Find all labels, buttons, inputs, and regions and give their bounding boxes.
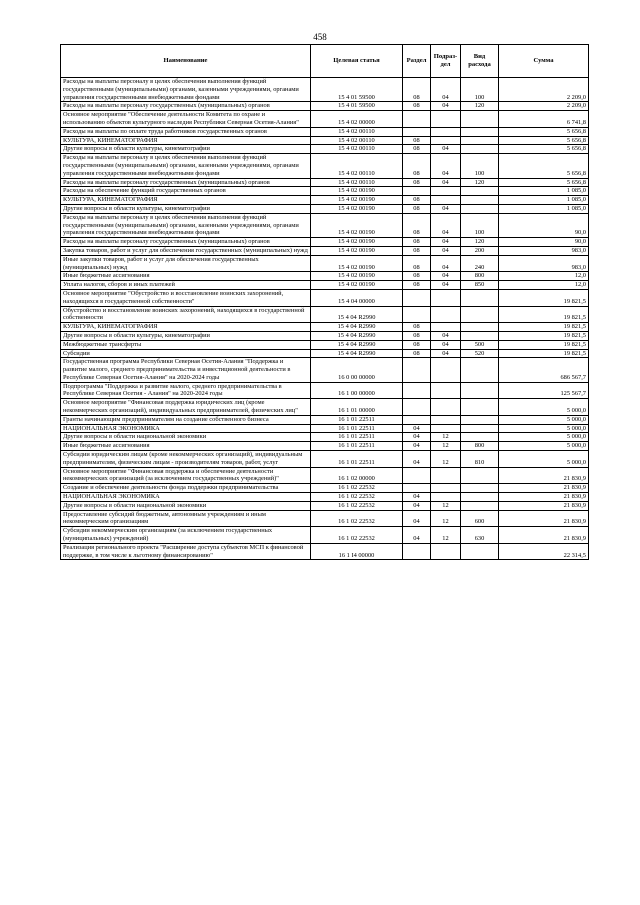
table-row — [61, 358, 589, 382]
row-sum-cell: 12,0 — [499, 281, 589, 290]
row-subsection-cell — [431, 399, 461, 416]
row-subsection-cell — [431, 306, 461, 323]
row-name-cell: Другие вопросы в области национальной экономики — [61, 501, 311, 510]
header-target-article: Целевая статья — [311, 45, 403, 78]
row-name-cell: Расходы на выплаты персоналу в целях обеспечения выполнения функций государственными (муниципальными) органами, казенными учреждениями, органами управления государственными внебюджетными фондами — [61, 154, 311, 178]
row-subsection-cell — [431, 493, 461, 502]
row-sum-cell: 5 000,0 — [499, 399, 589, 416]
row-name-cell: Иные закупки товаров, работ и услуг для обеспечения государственных (муниципальных) нужд — [61, 255, 311, 272]
row-subsection-cell — [431, 415, 461, 424]
row-name-cell: Другие вопросы в области культуры, кинематографии — [61, 331, 311, 340]
row-sum-cell: 21 830,9 — [499, 501, 589, 510]
row-name-cell: Субсидии — [61, 349, 311, 358]
table-row — [61, 382, 589, 399]
table-header-row — [61, 45, 589, 78]
row-target-cell: 15 4 02 00000 — [311, 111, 403, 128]
row-sum-cell: 12,0 — [499, 272, 589, 281]
row-subsection-cell: 04 — [431, 213, 461, 237]
row-subsection-cell: 12 — [431, 501, 461, 510]
header-name: Наименование — [61, 45, 311, 78]
table-row — [61, 78, 589, 102]
row-subsection-cell: 04 — [431, 331, 461, 340]
row-expense-type-cell — [461, 501, 499, 510]
row-subsection-cell: 04 — [431, 78, 461, 102]
row-name-cell: Другие вопросы в области национальной экономики — [61, 433, 311, 442]
row-name-cell: Иные бюджетные ассигнования — [61, 272, 311, 281]
row-name-cell: Субсидии некоммерческим организациям (за исключением государственных (муниципальных) учреждений) — [61, 527, 311, 544]
row-expense-type-cell: 810 — [461, 451, 499, 468]
row-sum-cell: 686 567,7 — [499, 358, 589, 382]
table-row — [61, 501, 589, 510]
row-subsection-cell: 04 — [431, 204, 461, 213]
row-expense-type-cell: 850 — [461, 281, 499, 290]
row-sum-cell: 5 000,0 — [499, 415, 589, 424]
row-subsection-cell — [431, 196, 461, 205]
row-subsection-cell: 12 — [431, 510, 461, 527]
row-section-cell: 08 — [403, 238, 431, 247]
row-target-cell: 15 4 04 R2990 — [311, 340, 403, 349]
row-target-cell: 15 4 04 R2990 — [311, 306, 403, 323]
row-name-cell: Расходы на выплаты по оплате труда работников государственных органов — [61, 127, 311, 136]
row-subsection-cell — [431, 111, 461, 128]
row-sum-cell: 5 000,0 — [499, 451, 589, 468]
table-row — [61, 281, 589, 290]
row-subsection-cell: 04 — [431, 178, 461, 187]
row-name-cell: НАЦИОНАЛЬНАЯ ЭКОНОМИКА — [61, 424, 311, 433]
row-subsection-cell — [431, 187, 461, 196]
row-sum-cell: 2 209,0 — [499, 102, 589, 111]
row-section-cell — [403, 358, 431, 382]
row-target-cell: 15 4 02 00190 — [311, 272, 403, 281]
table-row — [61, 527, 589, 544]
row-name-cell: Другие вопросы в области культуры, кинематографии — [61, 145, 311, 154]
table-row — [61, 238, 589, 247]
row-section-cell: 08 — [403, 340, 431, 349]
row-sum-cell: 2 209,0 — [499, 78, 589, 102]
row-section-cell — [403, 127, 431, 136]
row-target-cell: 15 4 02 00110 — [311, 154, 403, 178]
row-name-cell: Гранты начинающим предпринимателям на создание собственного бизнеса — [61, 415, 311, 424]
row-section-cell: 08 — [403, 145, 431, 154]
row-section-cell: 04 — [403, 501, 431, 510]
row-sum-cell: 19 821,5 — [499, 349, 589, 358]
row-target-cell: 15 4 02 00190 — [311, 238, 403, 247]
row-subsection-cell: 12 — [431, 442, 461, 451]
table-row — [61, 399, 589, 416]
row-section-cell — [403, 399, 431, 416]
row-section-cell: 04 — [403, 451, 431, 468]
row-target-cell: 15 4 02 00110 — [311, 136, 403, 145]
row-target-cell: 16 1 01 22511 — [311, 415, 403, 424]
table-row — [61, 510, 589, 527]
row-name-cell: Основное мероприятие "Обустройство и восстановление воинских захоронений, находящихся в государственной собственности" — [61, 289, 311, 306]
row-name-cell: Расходы на выплаты персоналу в целях обеспечения выполнения функций государственными (муниципальными) органами, казенными учреждениями, органами управления государственными внебюджетными фондами — [61, 213, 311, 237]
row-expense-type-cell — [461, 467, 499, 484]
row-subsection-cell — [431, 484, 461, 493]
row-expense-type-cell: 120 — [461, 102, 499, 111]
row-subsection-cell: 12 — [431, 433, 461, 442]
row-name-cell: Иные бюджетные ассигнования — [61, 442, 311, 451]
table-body — [61, 78, 589, 560]
table-row — [61, 272, 589, 281]
table-row — [61, 484, 589, 493]
row-target-cell: 16 1 I4 00000 — [311, 543, 403, 560]
row-section-cell — [403, 543, 431, 560]
table-row — [61, 145, 589, 154]
row-section-cell: 08 — [403, 136, 431, 145]
row-expense-type-cell — [461, 289, 499, 306]
row-section-cell — [403, 111, 431, 128]
row-name-cell: КУЛЬТУРА, КИНЕМАТОГРАФИЯ — [61, 196, 311, 205]
table-row — [61, 204, 589, 213]
row-target-cell: 15 4 02 00110 — [311, 178, 403, 187]
row-expense-type-cell — [461, 382, 499, 399]
row-expense-type-cell: 200 — [461, 246, 499, 255]
row-target-cell: 16 1 00 00000 — [311, 382, 403, 399]
row-subsection-cell — [431, 543, 461, 560]
row-name-cell: Расходы на выплаты персоналу государственных (муниципальных) органов — [61, 178, 311, 187]
row-subsection-cell — [431, 382, 461, 399]
row-sum-cell: 5 656,8 — [499, 178, 589, 187]
row-section-cell: 04 — [403, 510, 431, 527]
row-name-cell: Расходы на обеспечение функций государственных органов — [61, 187, 311, 196]
table-row — [61, 102, 589, 111]
row-target-cell: 16 1 01 22511 — [311, 451, 403, 468]
row-name-cell: Подпрограмма "Поддержка и развитие малого, среднего предпринимательства в Республике Северная Осетия - Алания" на 2020-2024 годы — [61, 382, 311, 399]
row-expense-type-cell: 100 — [461, 154, 499, 178]
row-name-cell: Другие вопросы в области культуры, кинематографии — [61, 204, 311, 213]
table-row — [61, 331, 589, 340]
row-section-cell: 08 — [403, 196, 431, 205]
row-name-cell: Расходы на выплаты персоналу государственных (муниципальных) органов — [61, 102, 311, 111]
row-sum-cell: 90,0 — [499, 238, 589, 247]
row-name-cell: Создание и обеспечение деятельности фонда поддержки предпринимательства — [61, 484, 311, 493]
row-sum-cell: 5 656,8 — [499, 154, 589, 178]
row-expense-type-cell — [461, 484, 499, 493]
row-target-cell: 16 1 01 00000 — [311, 399, 403, 416]
table-row — [61, 424, 589, 433]
row-section-cell — [403, 306, 431, 323]
row-expense-type-cell: 120 — [461, 238, 499, 247]
row-target-cell: 16 1 02 22532 — [311, 527, 403, 544]
row-section-cell — [403, 187, 431, 196]
row-target-cell: 16 1 01 22511 — [311, 442, 403, 451]
row-target-cell: 16 1 02 22532 — [311, 493, 403, 502]
row-section-cell: 08 — [403, 178, 431, 187]
row-expense-type-cell: 240 — [461, 255, 499, 272]
row-section-cell: 08 — [403, 102, 431, 111]
row-subsection-cell: 12 — [431, 451, 461, 468]
row-target-cell: 15 4 02 00110 — [311, 127, 403, 136]
row-subsection-cell: 04 — [431, 272, 461, 281]
table-row — [61, 323, 589, 332]
row-subsection-cell: 04 — [431, 255, 461, 272]
row-section-cell: 08 — [403, 204, 431, 213]
row-expense-type-cell — [461, 111, 499, 128]
row-sum-cell: 5 656,8 — [499, 145, 589, 154]
table-row — [61, 493, 589, 502]
row-sum-cell: 983,0 — [499, 246, 589, 255]
budget-table — [60, 44, 589, 560]
row-sum-cell: 21 830,9 — [499, 510, 589, 527]
row-sum-cell: 19 821,5 — [499, 331, 589, 340]
table-row — [61, 289, 589, 306]
row-expense-type-cell: 100 — [461, 213, 499, 237]
row-target-cell: 16 1 02 00000 — [311, 467, 403, 484]
table-row — [61, 467, 589, 484]
row-expense-type-cell — [461, 493, 499, 502]
table-row — [61, 415, 589, 424]
row-expense-type-cell — [461, 204, 499, 213]
row-target-cell: 15 4 01 59500 — [311, 102, 403, 111]
table-row — [61, 543, 589, 560]
row-sum-cell: 19 821,5 — [499, 289, 589, 306]
row-target-cell: 15 4 02 00190 — [311, 246, 403, 255]
row-target-cell: 15 4 04 00000 — [311, 289, 403, 306]
table-row — [61, 196, 589, 205]
row-target-cell: 15 4 02 00190 — [311, 281, 403, 290]
row-subsection-cell — [431, 358, 461, 382]
row-target-cell: 15 4 01 59500 — [311, 78, 403, 102]
table-row — [61, 187, 589, 196]
row-section-cell: 08 — [403, 331, 431, 340]
row-subsection-cell — [431, 289, 461, 306]
row-subsection-cell: 04 — [431, 238, 461, 247]
row-target-cell: 16 1 02 22532 — [311, 510, 403, 527]
row-target-cell: 15 4 02 00190 — [311, 204, 403, 213]
row-sum-cell: 21 830,9 — [499, 527, 589, 544]
row-target-cell: 15 4 02 00190 — [311, 187, 403, 196]
row-sum-cell: 21 830,9 — [499, 493, 589, 502]
row-section-cell: 08 — [403, 349, 431, 358]
table-row — [61, 349, 589, 358]
row-sum-cell: 19 821,5 — [499, 340, 589, 349]
header-expense-type: Вид расхода — [461, 45, 499, 78]
table-row — [61, 340, 589, 349]
row-name-cell: КУЛЬТУРА, КИНЕМАТОГРАФИЯ — [61, 323, 311, 332]
row-target-cell: 16 1 01 22511 — [311, 433, 403, 442]
row-sum-cell: 6 741,8 — [499, 111, 589, 128]
row-sum-cell: 21 830,9 — [499, 467, 589, 484]
row-name-cell: НАЦИОНАЛЬНАЯ ЭКОНОМИКА — [61, 493, 311, 502]
row-sum-cell: 5 656,8 — [499, 136, 589, 145]
row-name-cell: Основное мероприятие "Финансовая поддержка юридических лиц (кроме некоммерческих организаций), индивидуальных предпринимателей, физических лиц" — [61, 399, 311, 416]
row-section-cell — [403, 289, 431, 306]
row-section-cell: 08 — [403, 78, 431, 102]
row-sum-cell: 19 821,5 — [499, 306, 589, 323]
row-section-cell — [403, 484, 431, 493]
row-subsection-cell: 04 — [431, 145, 461, 154]
row-expense-type-cell — [461, 136, 499, 145]
row-sum-cell: 983,0 — [499, 255, 589, 272]
row-name-cell: Субсидии юридическим лицам (кроме некоммерческих организаций), индивидуальным предпринимателям, физическим лицам - производителям товаров, работ, услуг — [61, 451, 311, 468]
row-target-cell: 15 4 02 00190 — [311, 196, 403, 205]
row-target-cell: 15 4 04 R2990 — [311, 331, 403, 340]
row-sum-cell: 5 000,0 — [499, 433, 589, 442]
table-row — [61, 154, 589, 178]
row-subsection-cell: 12 — [431, 527, 461, 544]
table-row — [61, 246, 589, 255]
row-section-cell: 08 — [403, 323, 431, 332]
row-name-cell: Государственная программа Республики Северная Осетия-Алания "Поддержка и развитие малого, среднего предпринимательства и инвестиционной деятельности в Республике Северная Осетия-Алания" на 2020-2024 годы — [61, 358, 311, 382]
row-expense-type-cell — [461, 145, 499, 154]
header-sum: Сумма — [499, 45, 589, 78]
row-expense-type-cell — [461, 196, 499, 205]
row-section-cell: 04 — [403, 433, 431, 442]
row-name-cell: Основное мероприятие "Финансовая поддержка и обеспечение деятельности некоммерческих организаций (за исключением государственных учреждений)" — [61, 467, 311, 484]
row-name-cell: Предоставление субсидий бюджетным, автономным учреждениям и иным некоммерческим организациям — [61, 510, 311, 527]
row-expense-type-cell: 100 — [461, 78, 499, 102]
row-expense-type-cell — [461, 323, 499, 332]
row-expense-type-cell: 800 — [461, 272, 499, 281]
row-name-cell: Основное мероприятие "Обеспечение деятельности Комитета по охране и использованию объектов культурного наследия Республики Северная Осетия-Алания" — [61, 111, 311, 128]
row-section-cell: 08 — [403, 255, 431, 272]
row-target-cell: 16 1 01 22511 — [311, 424, 403, 433]
row-expense-type-cell — [461, 187, 499, 196]
table-row — [61, 178, 589, 187]
table-row — [61, 433, 589, 442]
row-sum-cell: 22 314,5 — [499, 543, 589, 560]
row-sum-cell: 5 000,0 — [499, 424, 589, 433]
row-sum-cell: 19 821,5 — [499, 323, 589, 332]
row-section-cell: 04 — [403, 527, 431, 544]
row-target-cell: 15 4 04 R2990 — [311, 323, 403, 332]
table-row — [61, 111, 589, 128]
row-subsection-cell — [431, 424, 461, 433]
row-section-cell: 08 — [403, 272, 431, 281]
row-expense-type-cell — [461, 331, 499, 340]
table-row — [61, 451, 589, 468]
row-name-cell: КУЛЬТУРА, КИНЕМАТОГРАФИЯ — [61, 136, 311, 145]
row-sum-cell: 1 085,0 — [499, 187, 589, 196]
row-name-cell: Закупка товаров, работ и услуг для обеспечения государственных (муниципальных) нужд — [61, 246, 311, 255]
row-section-cell: 08 — [403, 213, 431, 237]
row-target-cell: 16 1 02 22532 — [311, 484, 403, 493]
row-target-cell: 15 4 02 00190 — [311, 255, 403, 272]
row-subsection-cell — [431, 323, 461, 332]
row-section-cell: 08 — [403, 154, 431, 178]
row-section-cell — [403, 382, 431, 399]
row-section-cell: 08 — [403, 246, 431, 255]
row-expense-type-cell — [461, 424, 499, 433]
row-sum-cell: 21 830,9 — [499, 484, 589, 493]
row-target-cell: 16 0 00 00000 — [311, 358, 403, 382]
row-target-cell: 15 4 02 00190 — [311, 213, 403, 237]
row-section-cell — [403, 467, 431, 484]
row-subsection-cell — [431, 136, 461, 145]
row-expense-type-cell — [461, 399, 499, 416]
row-name-cell: Расходы на выплаты персоналу государственных (муниципальных) органов — [61, 238, 311, 247]
header-section: Раздел — [403, 45, 431, 78]
table-row — [61, 136, 589, 145]
row-name-cell: Уплата налогов, сборов и иных платежей — [61, 281, 311, 290]
table-row — [61, 213, 589, 237]
row-expense-type-cell: 800 — [461, 442, 499, 451]
row-section-cell — [403, 415, 431, 424]
row-subsection-cell — [431, 127, 461, 136]
row-expense-type-cell: 500 — [461, 340, 499, 349]
row-name-cell: Расходы на выплаты персоналу в целях обеспечения выполнения функций государственными (муниципальными) органами, казенными учреждениями, органами управления государственными внебюджетными фондами — [61, 78, 311, 102]
row-section-cell: 04 — [403, 424, 431, 433]
row-expense-type-cell — [461, 358, 499, 382]
row-section-cell: 08 — [403, 281, 431, 290]
table-row — [61, 306, 589, 323]
row-name-cell: Межбюджетные трансферты — [61, 340, 311, 349]
row-subsection-cell: 04 — [431, 281, 461, 290]
row-expense-type-cell — [461, 543, 499, 560]
row-expense-type-cell — [461, 415, 499, 424]
row-expense-type-cell — [461, 433, 499, 442]
row-sum-cell: 125 567,7 — [499, 382, 589, 399]
row-name-cell: Реализация регионального проекта "Расширение доступа субъектов МСП к финансовой поддержке, в том числе к льготному финансированию" — [61, 543, 311, 560]
row-sum-cell: 1 085,0 — [499, 196, 589, 205]
row-expense-type-cell: 520 — [461, 349, 499, 358]
row-expense-type-cell: 600 — [461, 510, 499, 527]
row-subsection-cell: 04 — [431, 340, 461, 349]
row-sum-cell: 1 085,0 — [499, 204, 589, 213]
row-sum-cell: 90,0 — [499, 213, 589, 237]
row-target-cell: 16 1 02 22532 — [311, 501, 403, 510]
row-subsection-cell: 04 — [431, 154, 461, 178]
table-row — [61, 255, 589, 272]
row-target-cell: 15 4 02 00110 — [311, 145, 403, 154]
page-number: 458 — [313, 32, 327, 42]
row-section-cell: 04 — [403, 493, 431, 502]
row-subsection-cell: 04 — [431, 246, 461, 255]
table-row — [61, 127, 589, 136]
row-subsection-cell — [431, 467, 461, 484]
row-sum-cell: 5 656,8 — [499, 127, 589, 136]
row-expense-type-cell — [461, 127, 499, 136]
row-sum-cell: 5 000,0 — [499, 442, 589, 451]
row-subsection-cell: 04 — [431, 102, 461, 111]
header-subsection: Подраз-дел — [431, 45, 461, 78]
row-expense-type-cell — [461, 306, 499, 323]
row-expense-type-cell: 630 — [461, 527, 499, 544]
row-subsection-cell: 04 — [431, 349, 461, 358]
row-section-cell: 04 — [403, 442, 431, 451]
table-row — [61, 442, 589, 451]
row-name-cell: Обустройство и восстановление воинских захоронений, находящихся в государственной собственности — [61, 306, 311, 323]
row-expense-type-cell: 120 — [461, 178, 499, 187]
row-target-cell: 15 4 04 R2990 — [311, 349, 403, 358]
